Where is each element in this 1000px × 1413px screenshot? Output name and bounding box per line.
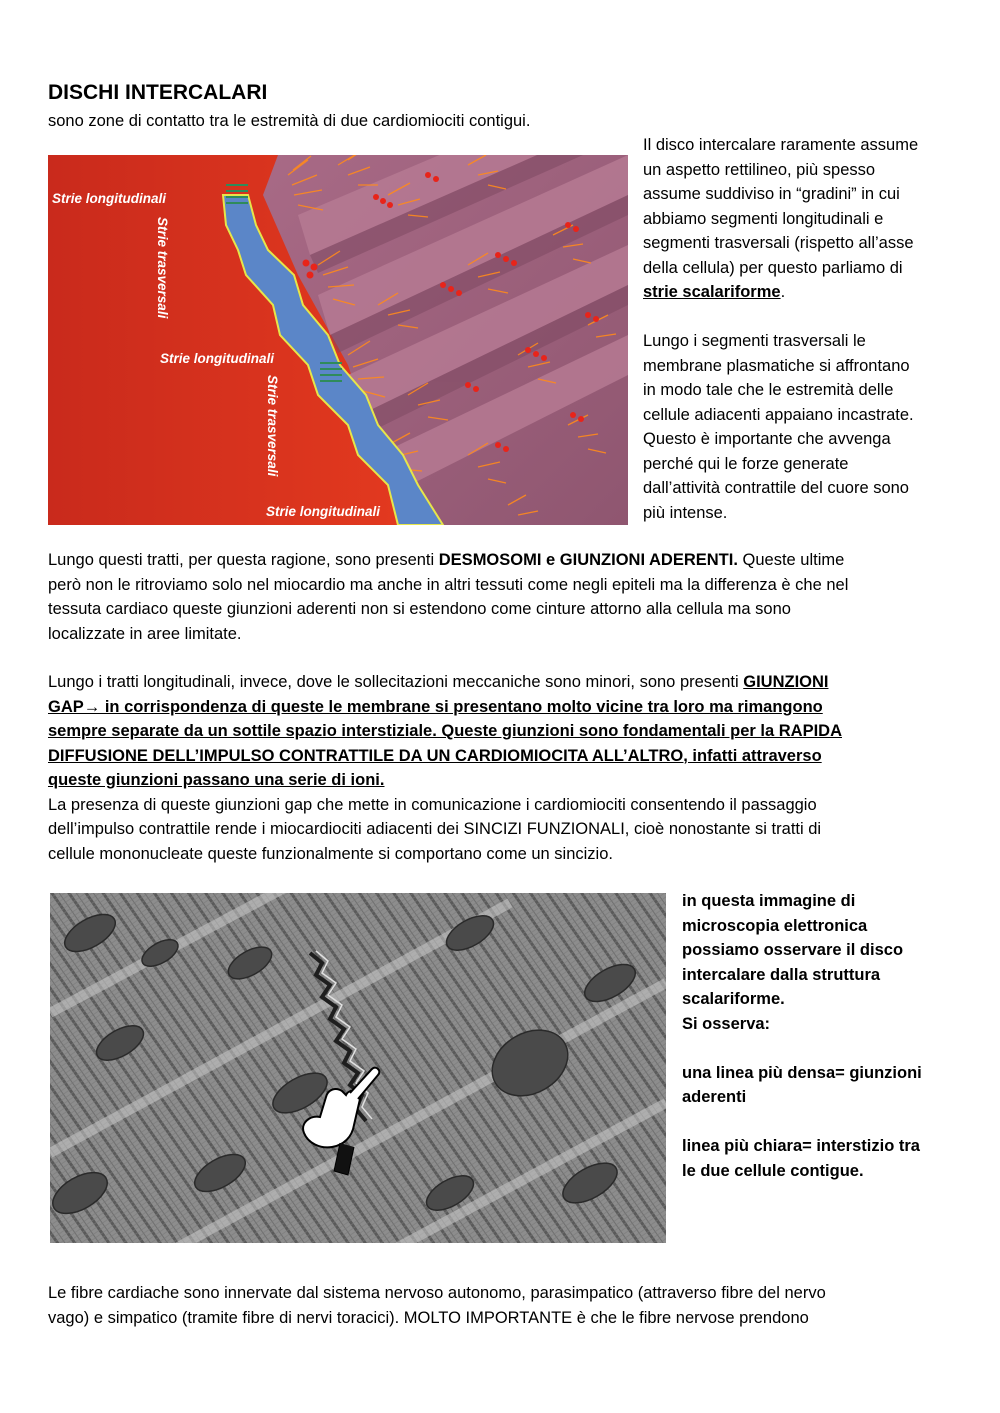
side1-line: un aspetto rettilineo, più spesso [643,160,876,179]
side1-line: della cellula) per questo parliamo di [643,258,903,277]
para1-post: Queste ultime [737,551,845,569]
label-strie-trasv-1: Strie trasversali [155,217,170,319]
side2-line: linea più chiara= interstizio tra [682,1137,920,1155]
micrograph-svg [50,893,666,1243]
side2-blank [682,1110,982,1135]
side2-line: Si osserva: [682,1014,771,1033]
para1-bold: DESMOSOMI e GIUNZIONI ADERENTI. [438,551,738,569]
side1-line: abbiamo segmenti longitudinali e [643,209,884,228]
side2-line: intercalare dalla struttura [682,965,881,984]
para1-line-1 [48,548,968,573]
para2-pre: Lungo i tratti longitudinali, invece, dove le sollecitazioni meccaniche sono minori, sono presenti [48,673,744,691]
side2-line: le due cellule contigue. [682,1161,864,1180]
para2-line-1 [48,670,968,695]
paragraph-desmosomi [48,548,968,646]
para1-line: tessuta cardiaco queste giunzioni aderenti non si estendono come cinture attorno alla cellula ma sono [48,600,791,618]
side1-line: Lungo i segmenti trasversali le [643,332,866,350]
page-title: DISCHI INTERCALARI [48,81,268,104]
label-strie-long-3: Strie longitudinali [266,504,380,519]
scalar-term: strie scalariforme [643,283,781,301]
para2-line: dell’impulso contrattile rende i miocardiociti adiacenti dei SINCIZI FUNZIONALI, cioè nonostante si tratti di [48,820,822,838]
para1-line: localizzate in aree limitate. [48,624,242,643]
electron-micrograph [50,893,666,1243]
para3-line: vago) e simpatico (tramite fibre di nervi toracici). MOLTO IMPORTANTE è che le fibre nervose prendono [48,1308,809,1327]
side1-blank [643,305,963,330]
para2-bold-line: sempre separate da un sottile spazio interstiziale. Queste giunzioni sono fondamentali per la RAPIDA [48,722,842,740]
side2-blank [682,1036,982,1061]
scalar-dot: . [780,283,786,301]
label-strie-long-2: Strie longitudinali [160,351,274,366]
diagram-svg [48,155,628,525]
intercalated-disc-diagram [48,155,628,525]
side1-scalar-line [643,280,963,305]
side1-line: segmenti trasversali (rispetto all’asse [643,234,914,252]
para2-bold-start: GIUNZIONI [743,673,829,691]
para2-bold-line: GAP→ in corrispondenza di queste le membrane si presentano molto vicine tra loro ma rimangono [48,697,823,716]
paragraph-innervazione [48,1281,968,1330]
para2-line: cellule mononucleate queste funzionalmente si comportano come un sincizio. [48,844,613,863]
side2-line: scalariforme. [682,990,785,1008]
side1-line: in modo tale che le estremità delle [643,381,894,399]
label-strie-long-1: Strie longitudinali [52,191,166,206]
para1-line: però non le ritroviamo solo nel miocardio ma anche in altri tessuti come negli epiteli ma la differenza è che nel [48,575,849,594]
side1-line: Il disco intercalare raramente assume [643,136,919,154]
side2-line: una linea più densa= giunzioni [682,1063,922,1082]
paragraph-giunzioni-gap [48,670,968,866]
side2-line: possiamo osservare il disco [682,941,904,959]
side1-line: dall’attività contrattile del cuore sono [643,479,909,497]
para2-bold-line: DIFFUSIONE DELL’IMPULSO CONTRATTILE DA UN CARDIOMIOCITA ALL’ALTRO, infatti attraverso [48,746,822,765]
side2-line: in questa immagine di [682,892,856,910]
side-text-2 [682,889,982,1183]
side1-line: assume suddiviso in “gradini” in cui [643,185,900,203]
side1-line: più intense. [643,503,728,522]
para3-line: Le fibre cardiache sono innervate dal sistema nervoso autonomo, parasimpatico (attraverso fibre del nervo [48,1284,826,1302]
side-text-1 [643,133,963,525]
para2-line: La presenza di queste giunzioni gap che mette in comunicazione i cardiomiociti consentendo il passaggio [48,795,817,814]
para2-bold-line: queste giunzioni passano una serie di ioni. [48,771,385,789]
side1-line: perché qui le forze generate [643,454,849,473]
side2-line: microscopia elettronica [682,916,868,935]
side1-line: Questo è importante che avvenga [643,430,891,448]
label-strie-trasv-2: Strie trasversali [265,375,280,477]
side1-line: cellule adiacenti appaiano incastrate. [643,405,914,424]
side1-line: membrane plasmatiche si affrontano [643,356,910,375]
para1-pre: Lungo questi tratti, per questa ragione, sono presenti [48,551,439,569]
side2-line: aderenti [682,1088,747,1106]
intro-text: sono zone di contatto tra le estremità di due cardiomiociti contigui. [48,112,531,130]
